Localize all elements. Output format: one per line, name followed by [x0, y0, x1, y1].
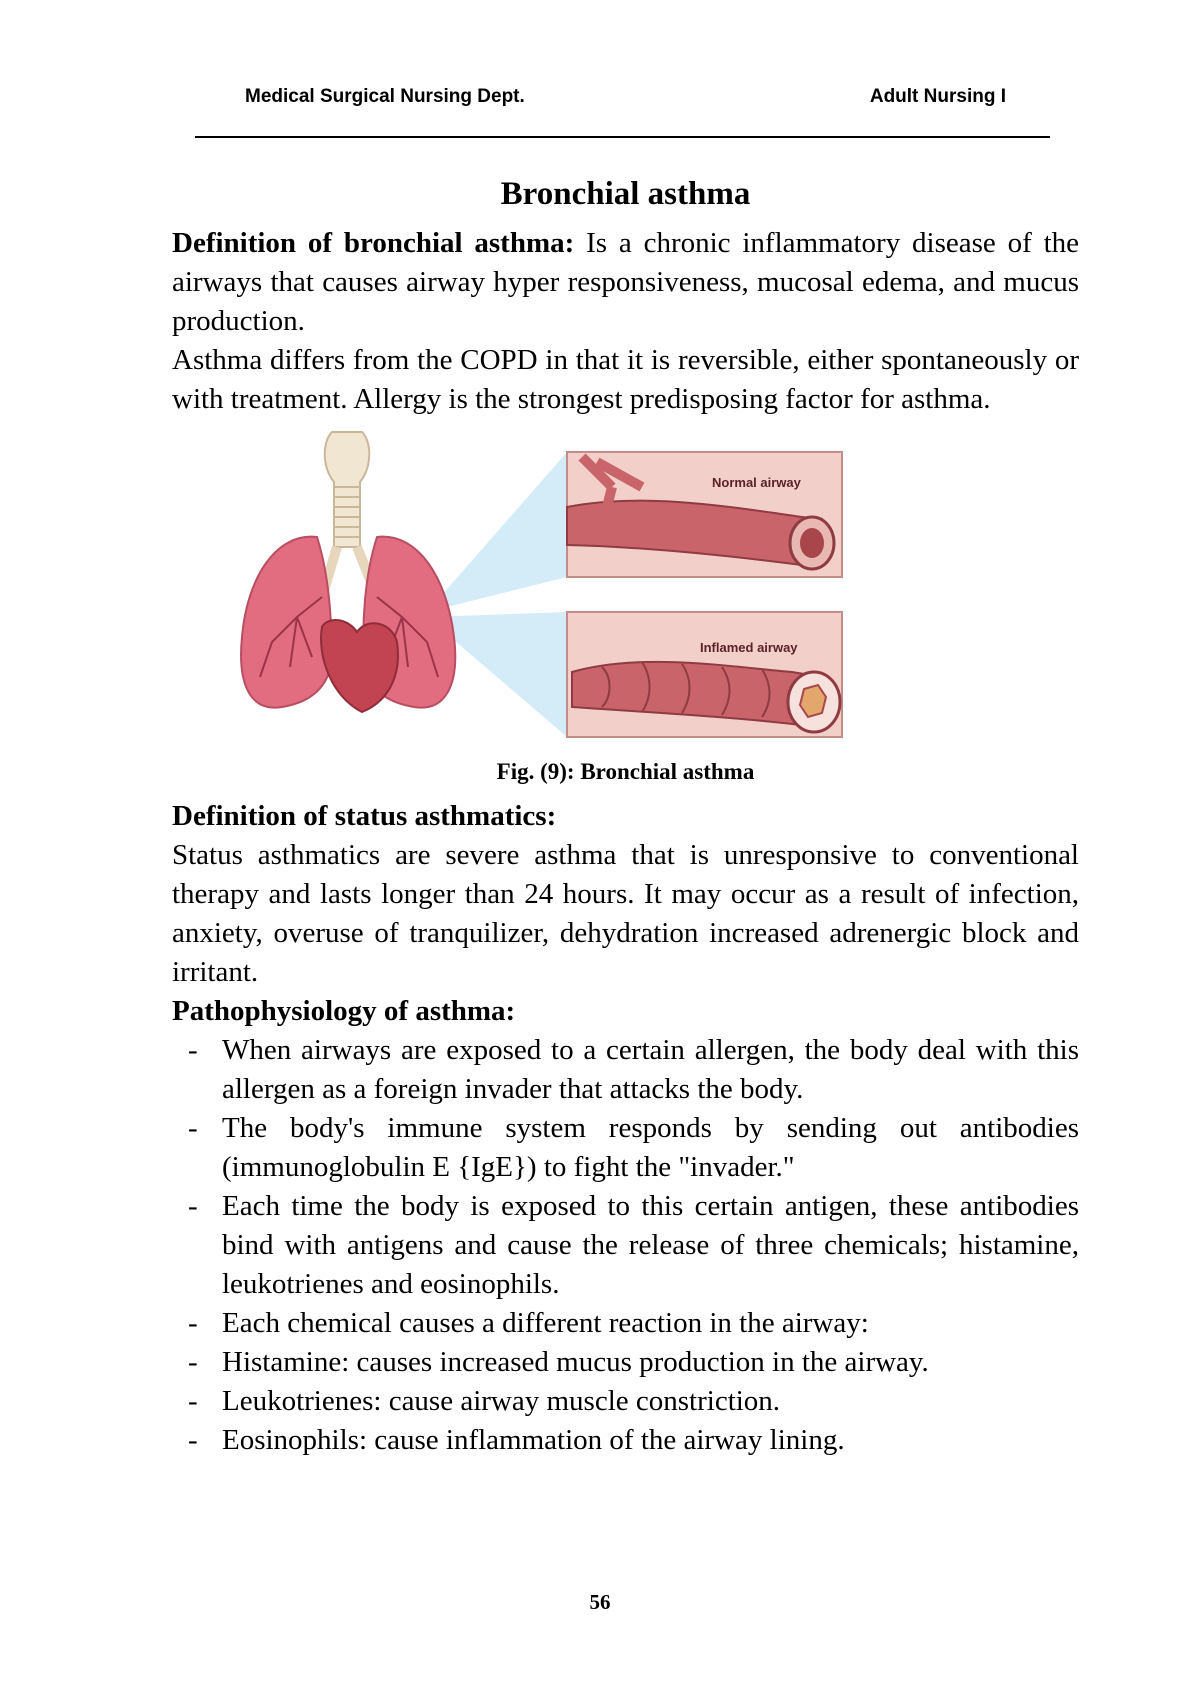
- list-item: [172, 1109, 1079, 1187]
- patho-list: [172, 1031, 1079, 1460]
- list-item: [172, 1031, 1079, 1109]
- list-item: [172, 1343, 1079, 1382]
- header-department: Medical Surgical Nursing Dept.: [245, 86, 525, 107]
- list-dash: -: [188, 1307, 198, 1339]
- list-item: [172, 1304, 1079, 1343]
- page-header: [195, 86, 1050, 120]
- page-title: Bronchial asthma: [500, 176, 751, 212]
- page-number: 56: [589, 1590, 611, 1614]
- header-divider: [195, 136, 1050, 138]
- list-dash: -: [188, 1346, 198, 1378]
- definition-lead: Definition of bronchial asthma:: [172, 227, 575, 259]
- list-item-text: Each time the body is exposed to this certain antigen, these antibodies bind with antigens and cause the release of three chemicals; histamine, leukotrienes and eosinophils.: [222, 1190, 1079, 1300]
- inflamed-airway-label: Inflamed airway: [700, 640, 798, 655]
- list-item-text: Each chemical causes a different reaction in the airway:: [222, 1307, 869, 1339]
- asthma-figure: [172, 427, 1079, 757]
- list-item: [172, 1382, 1079, 1421]
- definition-paragraph: [172, 224, 1079, 341]
- lungs-airway-illustration: [172, 427, 1079, 757]
- normal-airway-panel: [567, 452, 842, 577]
- beam-upper: [427, 452, 567, 612]
- list-item-text: When airways are exposed to a certain allergen, the body deal with this allergen as a foreign invader that attacks the body.: [222, 1034, 1079, 1105]
- list-item-text: Leukotrienes: cause airway muscle constriction.: [222, 1385, 781, 1417]
- figure-caption: Fig. (9): Bronchial asthma: [496, 759, 755, 784]
- list-dash: -: [188, 1034, 198, 1066]
- list-item: [172, 1187, 1079, 1304]
- copd-paragraph: Asthma differs from the COPD in that it is reversible, either spontaneously or with treatment. Allergy is the strongest predisposing factor for asthma.: [172, 344, 1079, 415]
- patho-heading: Pathophysiology of asthma:: [172, 995, 516, 1027]
- list-dash: -: [188, 1112, 198, 1144]
- status-heading: Definition of status asthmatics:: [172, 800, 557, 832]
- list-dash: -: [188, 1424, 198, 1456]
- list-item-text: The body's immune system responds by sending out antibodies (immunoglobulin E {IgE}) to fight the "invader.": [222, 1112, 1079, 1183]
- list-item-text: Histamine: causes increased mucus production in the airway.: [222, 1346, 929, 1378]
- status-paragraph: Status asthmatics are severe asthma that is unresponsive to conventional therapy and lasts longer than 24 hours. It may occur as a result of infection, anxiety, overuse of tranquilizer, dehydration increased adrenergic block and irritant.: [172, 839, 1079, 988]
- list-dash: -: [188, 1385, 198, 1417]
- inflamed-airway-panel: [567, 612, 842, 737]
- list-dash: -: [188, 1190, 198, 1222]
- normal-airway-label: Normal airway: [712, 475, 801, 490]
- definition-text: Is a chronic inflammatory disease of the airways that causes airway hyper responsiveness, mucosal edema, and mucus production.: [172, 227, 1079, 337]
- page-content: [172, 172, 1079, 1460]
- list-item-text: Eosinophils: cause inflammation of the airway lining.: [222, 1424, 845, 1456]
- header-course: Adult Nursing I: [869, 86, 1006, 107]
- list-item: [172, 1421, 1079, 1460]
